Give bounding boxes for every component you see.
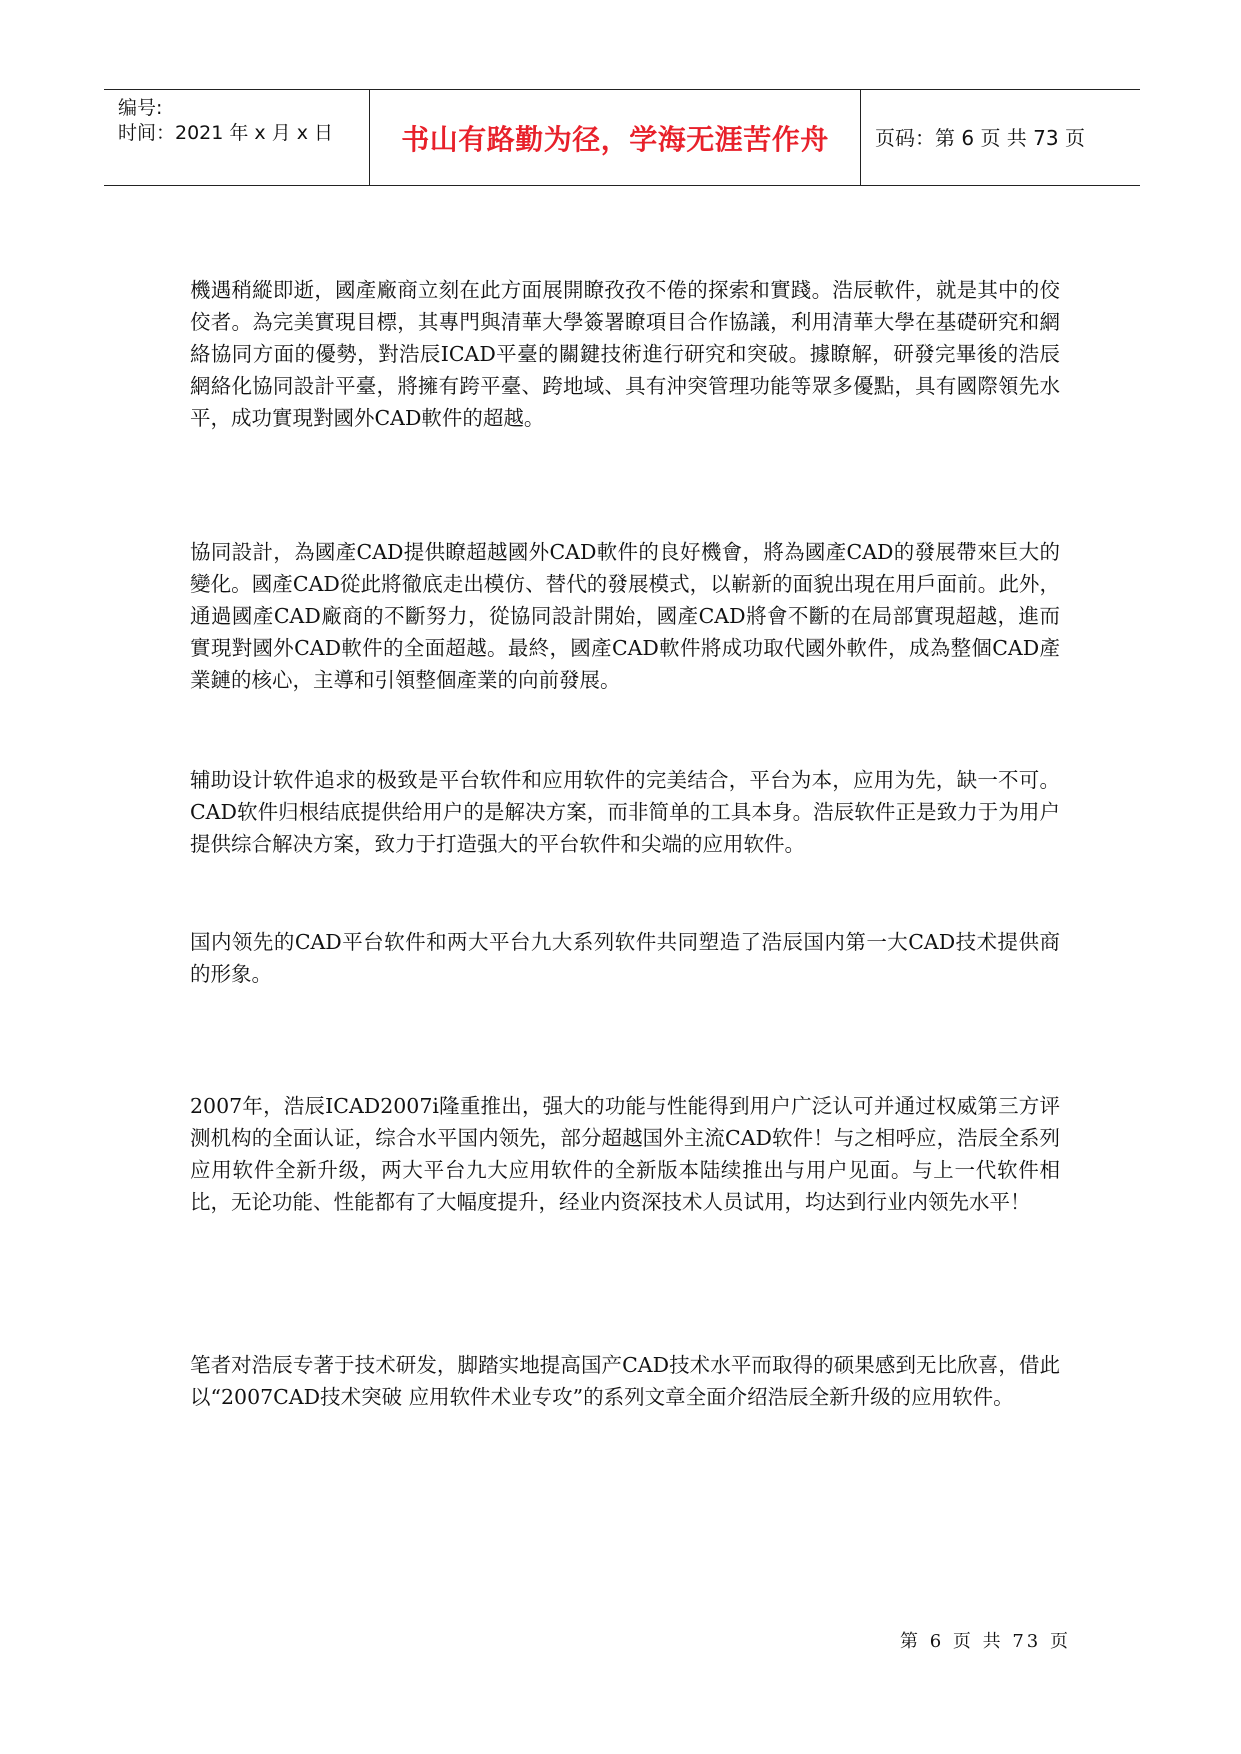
body-paragraph: 協同設計，為國產CAD提供瞭超越國外CAD軟件的良好機會，將為國產CAD的發展帶來巨大的變化。國產CAD從此將徹底走出模仿、替代的發展模式，以嶄新的面貌出現在用戶面前。此外，通過國產CAD廠商的不斷努力，從協同設計開始，國產CAD將會不斷的在局部實現超越，進而實現對國外CAD軟件的全面超越。最終，國產CAD軟件將成功取代國外軟件，成為整個CAD產業鏈的核心，主導和引領整個產業的向前發展。 (190, 540, 1060, 692)
header-page-number: 页码：第 6 页 共 73 页 (875, 126, 1085, 150)
header-motto: 书山有路勤为径，学海无涯苦作舟 (401, 123, 829, 156)
header-motto-cell (369, 90, 861, 185)
body-paragraph: 国内领先的CAD平台软件和两大平台九大系列软件共同塑造了浩辰国内第一大CAD技术提供商的形象。 (190, 930, 1060, 986)
body-paragraph: 笔者对浩辰专著于技术研发，脚踏实地提高国产CAD技术水平而取得的硕果感到无比欣喜，借此以“2007CAD技术突破 应用软件术业专攻”的系列文章全面介绍浩辰全新升级的应用软件。 (190, 1353, 1060, 1409)
body-paragraph: 辅助设计软件追求的极致是平台软件和应用软件的完美结合，平台为本，应用为先，缺一不可。CAD软件归根结底提供给用户的是解决方案，而非简单的工具本身。浩辰软件正是致力于为用户提供综合解决方案，致力于打造强大的平台软件和尖端的应用软件。 (190, 768, 1060, 856)
page-header (104, 89, 1140, 186)
footer-page-number: 第 6 页 共 73 页 (900, 1631, 1071, 1652)
header-page-cell (861, 90, 1140, 185)
body-paragraph: 2007年，浩辰ICAD2007i隆重推出，强大的功能与性能得到用户广泛认可并通过权威第三方评测机构的全面认证，综合水平国内领先，部分超越国外主流CAD软件！与之相呼应，浩辰全系列应用软件全新升级，两大平台九大应用软件的全新版本陆续推出与用户见面。与上一代软件相比，无论功能、性能都有了大幅度提升，经业内资深技术人员试用，均达到行业内领先水平！ (190, 1094, 1060, 1214)
header-info-cell (104, 90, 369, 185)
document-number-label: 编号: (118, 97, 163, 119)
body-paragraph: 機遇稍縱即逝，國產廠商立刻在此方面展開瞭孜孜不倦的探索和實踐。浩辰軟件，就是其中的佼佼者。為完美實現目標，其專門與清華大學簽署瞭項目合作協議，利用清華大學在基礎研究和網絡協同方面的優勢，對浩辰ICAD平臺的關鍵技術進行研究和突破。據瞭解，研發完畢後的浩辰網絡化協同設計平臺，將擁有跨平臺、跨地域、具有沖突管理功能等眾多優點，具有國際領先水平，成功實現對國外CAD軟件的超越。 (190, 278, 1060, 430)
document-time-label: 时间：2021 年 x 月 x 日 (118, 122, 334, 144)
